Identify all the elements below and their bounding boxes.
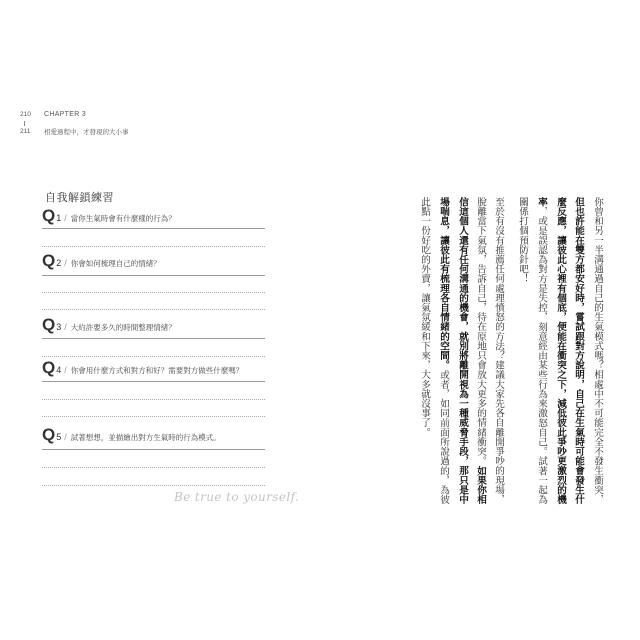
- answer-line: [42, 449, 265, 450]
- writing-line: [42, 467, 265, 468]
- question-letter: Q: [42, 425, 56, 444]
- question-separator: /: [64, 258, 67, 268]
- body-text-column: [417, 197, 431, 527]
- question-letter: Q: [42, 251, 56, 270]
- question-number: 2: [56, 258, 62, 268]
- page-number-divider: [24, 121, 25, 126]
- answer-line: [42, 381, 265, 382]
- body-text-column: [515, 197, 529, 527]
- text-segment: 關係打個預防針吧！: [517, 197, 528, 284]
- body-text-column: [590, 197, 604, 527]
- writing-line: [42, 246, 265, 247]
- writing-line: [42, 356, 265, 357]
- text-segment-bold: 場喘息，讓彼此有梳理各自情緒的空間。: [438, 197, 449, 370]
- question-text: 大約許要多久的時間整理情緒？: [70, 323, 176, 332]
- answer-line: [42, 338, 265, 339]
- writing-line: [42, 399, 265, 400]
- chapter-label: CHAPTER 3: [44, 111, 86, 118]
- text-segment: 麼反應，讓彼此心裡有個底，便能在衝突之下，減低彼此爭吵更激烈的機: [555, 197, 566, 505]
- page-number-right: 211: [20, 128, 31, 135]
- question-row-3: [42, 315, 176, 333]
- page-number-left: 210: [20, 111, 31, 118]
- writing-line: [42, 416, 265, 417]
- text-segment: 你曾和另一半溝通過自己的生氣模式嗎？相處中不可能完全不發生衝突，: [592, 197, 603, 505]
- text-segment: 信這個人還有任何溝通的機會，就別將離開視為一種威脅手段，那只是中: [457, 197, 468, 505]
- question-number: 5: [56, 432, 62, 442]
- body-text-column: [473, 197, 487, 527]
- body-text-column: [436, 197, 450, 527]
- exercise-title: 自我解鎖練習: [45, 191, 114, 204]
- question-text: 當你生氣時會有什麼樣的行為？: [70, 214, 176, 223]
- question-separator: /: [64, 432, 67, 442]
- text-segment-bold: 率: [536, 197, 547, 207]
- question-row-1: [42, 206, 176, 224]
- text-segment: 此點一份好吃的外賣，讓氣氛緩和下來，大多就沒事了。: [419, 197, 430, 437]
- text-segment: 至於有沒有推薦任何處理憤怒的方法？建議大家先各自離開爭吵的現場，: [493, 197, 504, 505]
- question-separator: /: [64, 213, 67, 223]
- question-letter: Q: [42, 315, 56, 334]
- question-text: 你會如何梳理自己的情緒？: [70, 259, 161, 268]
- text-segment: ，或是誤認為對方是失控，刻意經由某些行為來激怒自己。試著一起為: [536, 206, 547, 505]
- text-segment: 但也許能在雙方都安好時，嘗試跟對方說明，自己在生氣時可能會發生什: [573, 197, 584, 505]
- question-text: 試著想想，並描繪出對方生氣時的行為模式。: [70, 433, 221, 442]
- chapter-subtitle: 相愛過程中，才發現的大小事: [44, 128, 129, 136]
- question-number: 3: [56, 322, 62, 332]
- writing-line: [42, 309, 265, 310]
- tagline-script: Be true to yourself.: [174, 490, 300, 504]
- text-segment-bold: 如果你相: [475, 465, 486, 505]
- question-letter: Q: [42, 206, 56, 225]
- writing-line: [42, 485, 265, 486]
- writing-line: [42, 292, 265, 293]
- question-separator: /: [64, 322, 67, 332]
- question-letter: Q: [42, 358, 56, 377]
- question-row-5: [42, 425, 221, 443]
- question-text: 你會用什麼方式和對方和好？需要對方做些什麼嗎？: [70, 366, 244, 375]
- text-segment: 脫離當下氣氛，告訴自己，待在原地只會放大更多的情緒衝突。: [475, 197, 486, 466]
- question-row-2: [42, 251, 161, 269]
- body-text-column-bold: [455, 197, 469, 527]
- body-text-column-bold: [553, 197, 567, 527]
- body-text-column: [534, 197, 548, 527]
- question-row-4: [42, 358, 243, 376]
- question-number: 1: [56, 213, 62, 223]
- answer-line: [42, 275, 265, 276]
- body-text-column-bold: [571, 197, 585, 527]
- question-number: 4: [56, 365, 62, 375]
- question-separator: /: [64, 365, 67, 375]
- answer-line: [42, 228, 265, 229]
- body-text-column: [491, 197, 505, 527]
- text-segment: 或者，如同前面所說過的，為彼: [438, 369, 449, 505]
